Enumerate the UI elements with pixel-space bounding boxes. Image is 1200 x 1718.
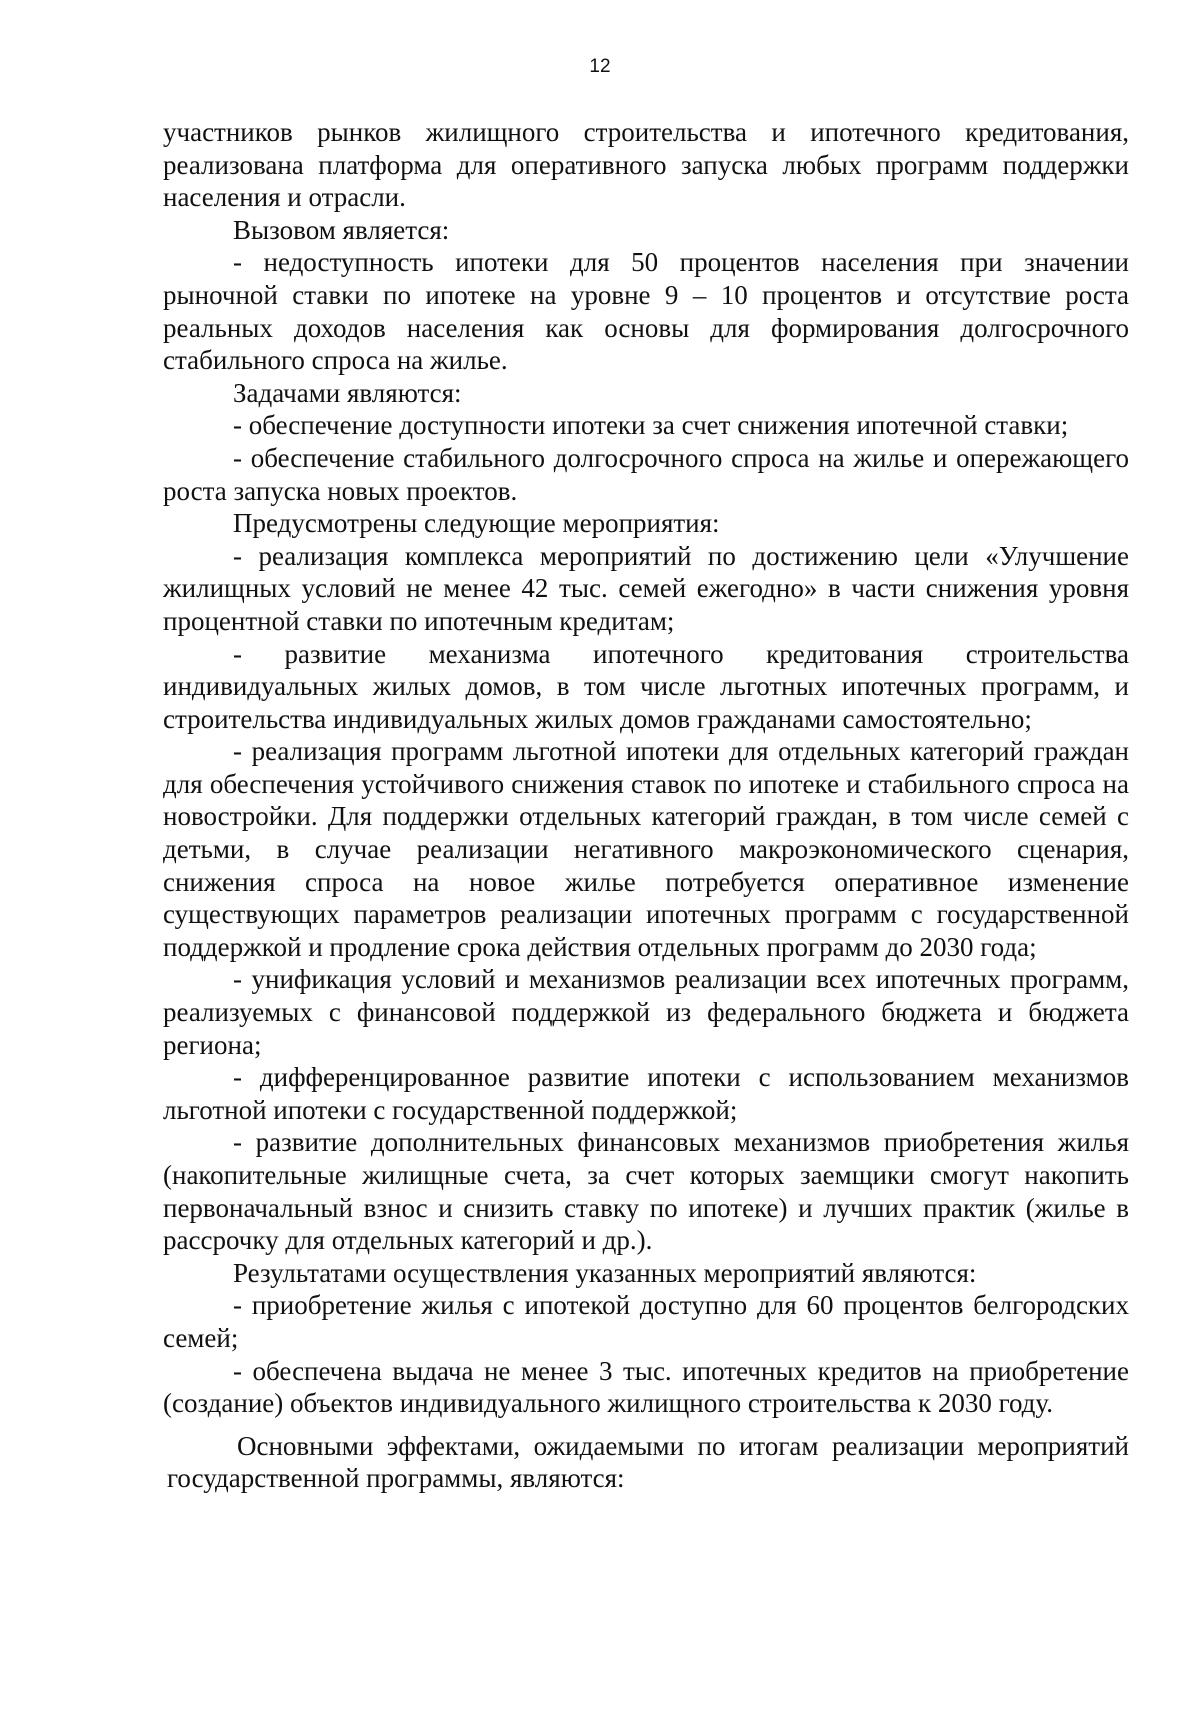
paragraph-result-item: - приобретение жилья с ипотекой доступно для 60 процентов белгородских семей;	[163, 1290, 1129, 1353]
paragraph-challenge-item: - недоступность ипотеки для 50 процентов населения при значении рыночной ставки по ипотеке на уровне 9 – 10 процентов и отсутствие роста реальных доходов населения как основы для формирования долгосрочного стабильного спроса на жилье.	[163, 247, 1129, 376]
paragraph-measure-item: - унификация условий и механизмов реализации всех ипотечных программ, реализуемых с финансовой поддержкой из федерального бюджета и бюджета региона;	[163, 964, 1129, 1060]
document-body	[163, 116, 1129, 1495]
paragraph-continuation: участников рынков жилищного строительства и ипотечного кредитования, реализована платформа для оперативного запуска любых программ поддержки населения и отрасли.	[163, 117, 1129, 213]
paragraph-measure-item: - развитие механизма ипотечного кредитования строительства индивидуальных жилых домов, в том числе льготных ипотечных программ, и строительства индивидуальных жилых домов гражданами самостоятельно;	[163, 638, 1129, 734]
paragraph-task-item: - обеспечение стабильного долгосрочного спроса на жилье и опережающего роста запуска новых проектов.	[163, 442, 1129, 506]
paragraph-measure-item: - реализация программ льготной ипотеки для отдельных категорий граждан для обеспечения устойчивого снижения ставок по ипотеке и стабильного спроса на новостройки. Для поддержки отдельных категорий граждан, в том числе семей с детьми, в случае реализации негативного макроэкономического сценария, снижения спроса на новое жилье потребуется оперативное изменение существующих параметров реализации ипотечных программ с государственной поддержкой и продление срока действия отдельных программ до 2030 года;	[163, 736, 1129, 962]
paragraph-measure-item: - развитие дополнительных финансовых механизмов приобретения жилья (накопительные жилищные счета, за счет которых заемщики смогут накопить первоначальный взнос и снизить ставку по ипотеке) и лучших практик (жилье в рассрочку для отдельных категорий и др.).	[163, 1127, 1129, 1256]
paragraph-results-heading: Результатами осуществления указанных мероприятий являются:	[233, 1257, 977, 1288]
paragraph-effects-heading: Основными эффектами, ожидаемыми по итогам реализации мероприятий государственной программы, являются:	[167, 1430, 1129, 1494]
paragraph-measure-item: - дифференцированное развитие ипотеки с использованием механизмов льготной ипотеки с государственной поддержкой;	[163, 1062, 1129, 1125]
paragraph-result-item: - обеспечена выдача не менее 3 тыс. ипотечных кредитов на приобретение (создание) объектов индивидуального жилищного строительства к 2030 году.	[163, 1355, 1129, 1419]
paragraph-measures-heading: Предусмотрены следующие мероприятия:	[233, 508, 720, 539]
paragraph-task-item: - обеспечение доступности ипотеки за счет снижения ипотечной ставки;	[233, 410, 1069, 441]
paragraph-tasks-heading: Задачами являются:	[233, 377, 462, 408]
paragraph-challenge-heading: Вызовом является:	[233, 214, 450, 245]
paragraph-measure-item: - реализация комплекса мероприятий по достижению цели «Улучшение жилищных условий не менее 42 тыс. семей ежегодно» в части снижения уровня процентной ставки по ипотечным кредитам;	[163, 540, 1129, 636]
page-number: 12	[589, 56, 611, 77]
